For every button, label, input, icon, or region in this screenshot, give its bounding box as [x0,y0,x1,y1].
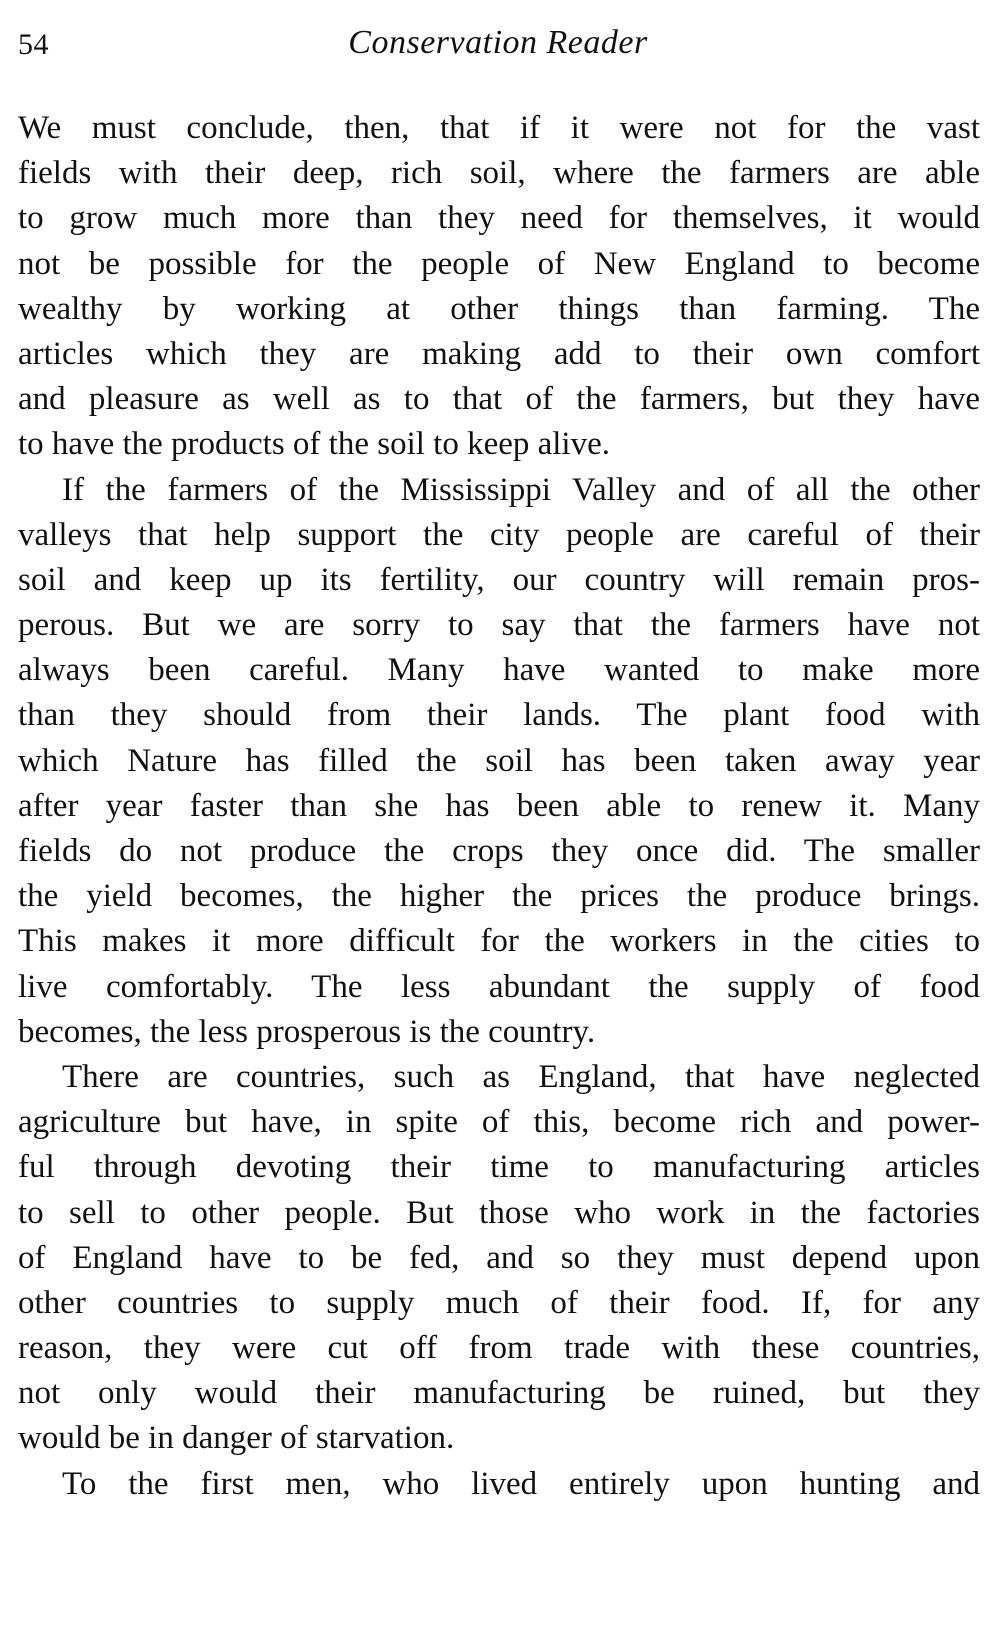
running-title: Conservation Reader [348,24,648,61]
text-line: to have the products of the soil to keep alive. [18,426,611,463]
text-line: not be possible for the people of New England to become [18,245,980,282]
paragraph-2 [18,468,980,1055]
page-number: 54 [18,28,49,61]
text-line: than they should from their lands. The plant food with [18,697,980,734]
text-line: not only would their manufacturing be ruined, but they [18,1375,980,1412]
paragraph-4 [18,1462,980,1507]
text-line: becomes, the less prosperous is the country. [18,1013,596,1050]
text-line: and pleasure as well as to that of the farmers, but they have [18,381,980,418]
text-line: the yield becomes, the higher the prices the produce brings. [18,878,980,915]
text-line: fields do not produce the crops they once did. The smaller [18,833,980,869]
body-text [18,106,980,1507]
text-line: ful through devoting their time to manufacturing articles [18,1149,980,1186]
text-line: perous. But we are sorry to say that the farmers have not [18,607,980,644]
text-line: soil and keep up its fertility, our country will remain pros- [18,561,980,598]
text-line: to sell to other people. But those who work in the factories [18,1194,980,1231]
text-line: would be in danger of starvation. [18,1420,455,1457]
text-line: of England have to be fed, and so they must depend upon [18,1239,980,1276]
text-line: We must conclude, then, that if it were not for the vast [18,110,980,146]
text-line: other countries to supply much of their food. If, for any [18,1284,980,1321]
text-line: agriculture but have, in spite of this, become rich and power- [18,1104,980,1141]
text-line: fields with their deep, rich soil, where the farmers are able [18,155,980,192]
text-line: valleys that help support the city people are careful of their [18,516,980,553]
text-line: articles which they are making add to their own comfort [18,335,980,372]
text-line: This makes it more difficult for the workers in the cities to [18,923,980,960]
paragraph-1 [18,106,980,468]
text-line: after year faster than she has been able to renew it. Many [18,787,980,824]
text-line: wealthy by working at other things than farming. The [18,290,980,327]
text-line: always been careful. Many have wanted to make more [18,652,980,689]
paragraph-3 [18,1055,980,1462]
text-line: to grow much more than they need for themselves, it would [18,200,980,237]
text-line: reason, they were cut off from trade with these countries, [18,1330,980,1367]
text-line: which Nature has filled the soil has been taken away year [18,742,980,779]
text-line: If the farmers of the Mississippi Valley and of all the other [62,471,980,508]
running-head [18,24,978,72]
text-line: To the first men, who lived entirely upon hunting and [62,1465,980,1502]
text-line: There are countries, such as England, that have neglected [62,1058,980,1095]
text-line: live comfortably. The less abundant the supply of food [18,968,980,1005]
